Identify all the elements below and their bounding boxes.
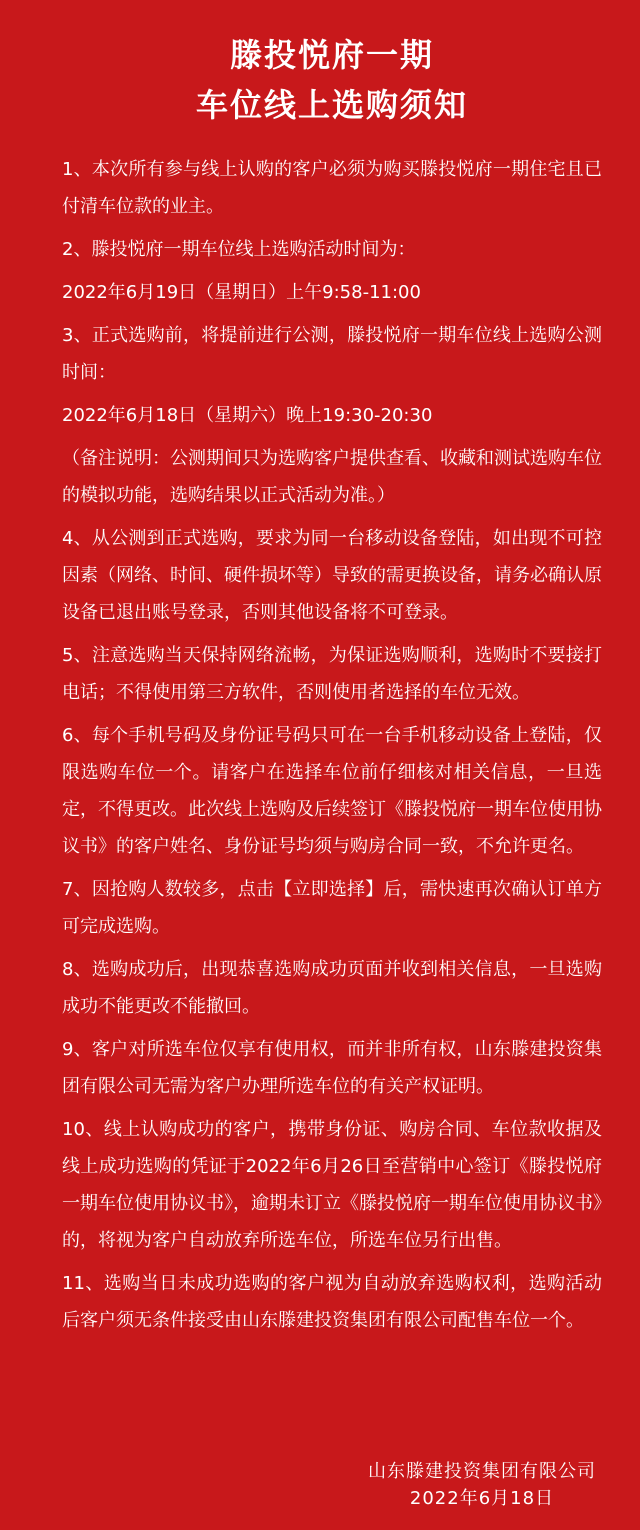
notice-item-6: 6、每个手机号码及身份证号码只可在一台手机移动设备上登陆，仅限选购车位一个。请客户在选择车位前仔细核对相关信息，一旦选定，不得更改。此次线上选购及后续签订《滕投悦府一期车位使用协议书》的客户姓名、身份证号均须与购房合同一致，不允许更名。 — [62, 725, 602, 857]
page-title: 滕投悦府一期 — [229, 36, 434, 74]
notice-item-9: 9、客户对所选车位仅享有使用权，而并非所有权，山东滕建投资集团有限公司无需为客户办理所选车位的有关产权证明。 — [62, 1039, 602, 1097]
notice-item-2: 2、滕投悦府一期车位线上选购活动时间为： — [62, 239, 416, 260]
notice-item-7: 7、因抢购人数较多，点击【立即选择】后，需快速再次确认订单方可完成选购。 — [62, 879, 602, 937]
notice-item-11: 11、选购当日未成功选购的客户视为自动放弃选购权利，选购活动后客户须无条件接受由山东滕建投资集团有限公司配售车位一个。 — [62, 1273, 602, 1331]
notice-item-4: 4、从公测到正式选购，要求为同一台移动设备登陆，如出现不可控因素（网络、时间、硬件损坏等）导致的需更换设备，请务必确认原设备已退出账号登录，否则其他设备将不可登录。 — [62, 528, 602, 623]
company-name: 山东滕建投资集团有限公司 — [368, 1461, 596, 1482]
public-test-note: （备注说明：公测期间只为选购客户提供查看、收藏和测试选购车位的模拟功能，选购结果以正式活动为准。） — [62, 448, 602, 506]
notice-item-10: 10、线上认购成功的客户，携带身份证、购房合同、车位款收据及线上成功选购的凭证于2022年6月26日至营销中心签订《滕投悦府一期车位使用协议书》，逾期未订立《滕投悦府一期车位使用协议书》的，将视为客户自动放弃所选车位，所选车位另行出售。 — [62, 1119, 602, 1251]
public-test-time: 2022年6月18日（星期六）晚上19:30-20:30 — [62, 405, 433, 426]
notice-item-5: 5、注意选购当天保持网络流畅，为保证选购顺利，选购时不要接打电话；不得使用第三方软件，否则使用者选择的车位无效。 — [62, 645, 602, 703]
signature-block — [368, 1458, 596, 1512]
notice-date: 2022年6月18日 — [409, 1488, 555, 1509]
notice-item-3: 3、正式选购前，将提前进行公测，滕投悦府一期车位线上选购公测时间： — [62, 325, 602, 383]
page-subtitle: 车位线上选购须知 — [195, 86, 468, 124]
notice-item-1: 1、本次所有参与线上认购的客户必须为购买滕投悦府一期住宅且已付清车位款的业主。 — [62, 159, 602, 217]
formal-purchase-time: 2022年6月19日（星期日）上午9:58-11:00 — [62, 282, 421, 303]
notice-body — [62, 151, 602, 1339]
notice-item-8: 8、选购成功后，出现恭喜选购成功页面并收到相关信息，一旦选购成功不能更改不能撤回。 — [62, 959, 602, 1017]
